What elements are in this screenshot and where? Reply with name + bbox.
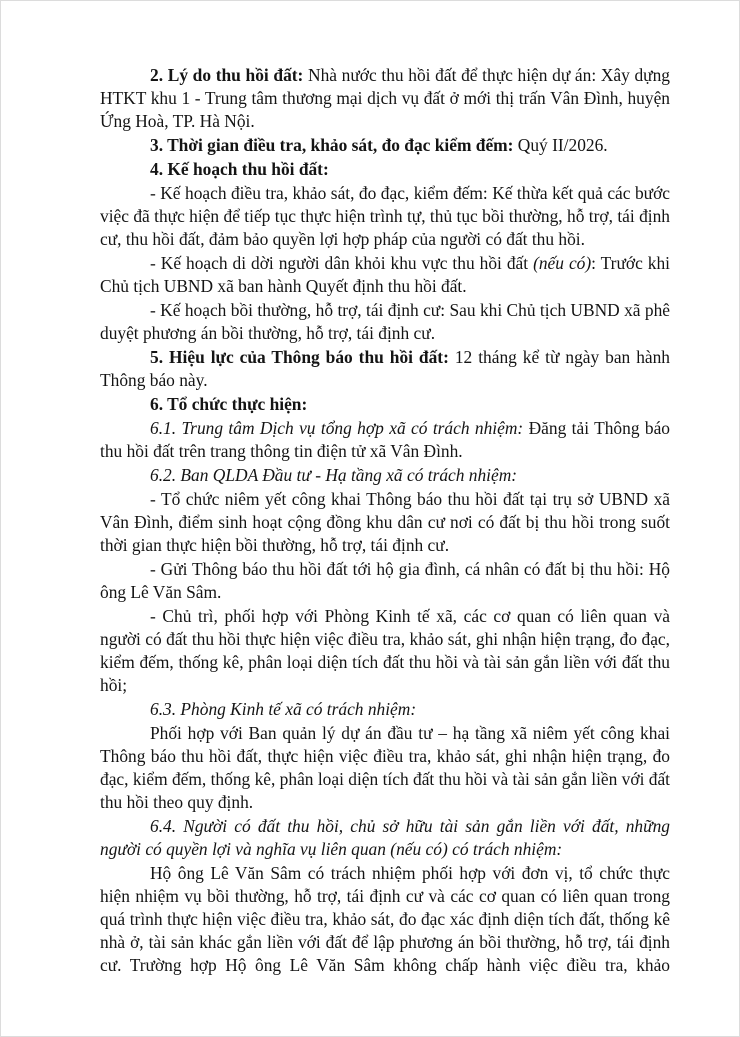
item-6-2-posting (100, 488, 670, 557)
section-6-title: 6. Tổ chức thực hiện: (150, 394, 308, 414)
plan-relocation-text-a: - Kế hoạch di dời người dân khỏi khu vực thu hồi đất (150, 253, 534, 273)
plan-relocation (100, 252, 670, 298)
section-3-text: Quý II/2026. (513, 135, 608, 155)
item-6-3-body-text: Phối hợp với Ban quản lý dự án đầu tư – hạ tầng xã niêm yết công khai Thông báo thu hồi đất, thực hiện việc điều tra, khảo sát, ghi nhận hiện trạng, đo đạc, kiểm đếm, thống kê, phân loại diện tích đất thu hồi và tài sản gắn liền với đất thu hồi theo quy định. (100, 723, 670, 812)
section-5-text: 12 tháng kể từ ngày ban hành Thông báo này. (100, 347, 670, 390)
section-5-heading: 5. Hiệu lực của Thông báo thu hồi đất: (150, 347, 449, 367)
plan-survey-text: - Kế hoạch điều tra, khảo sát, đo đạc, kiểm đếm: Kế thừa kết quả các bước việc đã thực hiện để tiếp tục thực hiện trình tự, thủ tục bồi thường, hỗ trợ, tái định cư, thu hồi đất, đảm bảo quyền lợi hợp pháp của người có đất thu hồi. (100, 183, 670, 249)
section-2-text: Nhà nước thu hồi đất để thực hiện dự án: Xây dựng HTKT khu 1 - Trung tâm thương mại dịch vụ đất ở mới thị trấn Vân Đình, huyện Ứng Hoà, TP. Hà Nội. (100, 65, 671, 131)
plan-survey (100, 182, 670, 251)
section-6-heading (100, 393, 670, 416)
item-6-1 (100, 417, 670, 463)
item-6-2-send-text: - Gửi Thông báo thu hồi đất tới hộ gia đình, cá nhân có đất bị thu hồi: Hộ ông Lê Văn Sâm. (100, 559, 670, 602)
item-6-3-body (100, 722, 670, 814)
item-6-4-body-text: Hộ ông Lê Văn Sâm có trách nhiệm phối hợp với đơn vị, tổ chức thực hiện nhiệm vụ bồi thường, hỗ trợ, tái định cư và các cơ quan có liên quan trong quá trình thực hiện việc điều tra, khảo sát, đo đạc xác định diện tích đất, thống kê nhà ở, tài sản khác gắn liền với đất để lập phương án bồi thường, hỗ trợ, tái định cư. Trường hợp Hộ ông Lê Văn Sâm không chấp hành việc điều tra, khảo (100, 863, 670, 975)
document-body (100, 64, 670, 978)
item-6-2-coordinate (100, 605, 670, 697)
item-6-2-send (100, 558, 670, 604)
item-6-1-heading: 6.1. Trung tâm Dịch vụ tổng hợp xã có trách nhiệm: (150, 418, 524, 438)
item-6-4-body (100, 862, 670, 977)
item-6-2-heading: 6.2. Ban QLDA Đầu tư - Hạ tầng xã có trách nhiệm: (150, 465, 518, 485)
item-6-4 (100, 815, 670, 861)
item-6-1-text: Đăng tải Thông báo thu hồi đất trên trang thông tin điện tử xã Vân Đình. (100, 418, 671, 461)
section-4-heading (100, 158, 670, 181)
item-6-2 (100, 464, 670, 487)
plan-relocation-note: (nếu có) (533, 253, 592, 273)
section-5-validity (100, 346, 670, 392)
section-4-title: 4. Kế hoạch thu hồi đất: (150, 159, 329, 179)
section-3-time (100, 134, 670, 157)
plan-relocation-text-b: : Trước khi Chủ tịch UBND xã ban hành Quyết định thu hồi đất. (100, 253, 670, 296)
item-6-3-heading: 6.3. Phòng Kinh tế xã có trách nhiệm: (150, 699, 417, 719)
section-2-heading: 2. Lý do thu hồi đất: (150, 65, 304, 85)
item-6-2-coordinate-text: - Chủ trì, phối hợp với Phòng Kinh tế xã, các cơ quan có liên quan và người có đất thu hồi thực hiện việc điều tra, khảo sát, ghi nhận hiện trạng, đo đạc, kiểm đếm, thống kê, phân loại diện tích đất thu hồi và tài sản gắn liền với đất thu hồi; (100, 606, 670, 695)
item-6-4-heading: 6.4. Người có đất thu hồi, chủ sở hữu tài sản gắn liền với đất, những người có quyền lợi và nghĩa vụ liên quan (nếu có) có trách nhiệm: (100, 816, 670, 859)
section-2-reason (100, 64, 670, 133)
item-6-3 (100, 698, 670, 721)
item-6-2-posting-text: - Tổ chức niêm yết công khai Thông báo thu hồi đất tại trụ sở UBND xã Vân Đình, điểm sinh hoạt cộng đồng khu dân cư nơi có đất bị thu hồi trong suốt thời gian thực hiện bồi thường, hỗ trợ, tái định cư. (100, 489, 670, 555)
section-3-heading: 3. Thời gian điều tra, khảo sát, đo đạc kiểm đếm: (150, 135, 514, 155)
plan-compensation (100, 299, 670, 345)
plan-compensation-text: - Kế hoạch bồi thường, hỗ trợ, tái định cư: Sau khi Chủ tịch UBND xã phê duyệt phương án bồi thường, hỗ trợ, tái định cư. (100, 300, 670, 343)
